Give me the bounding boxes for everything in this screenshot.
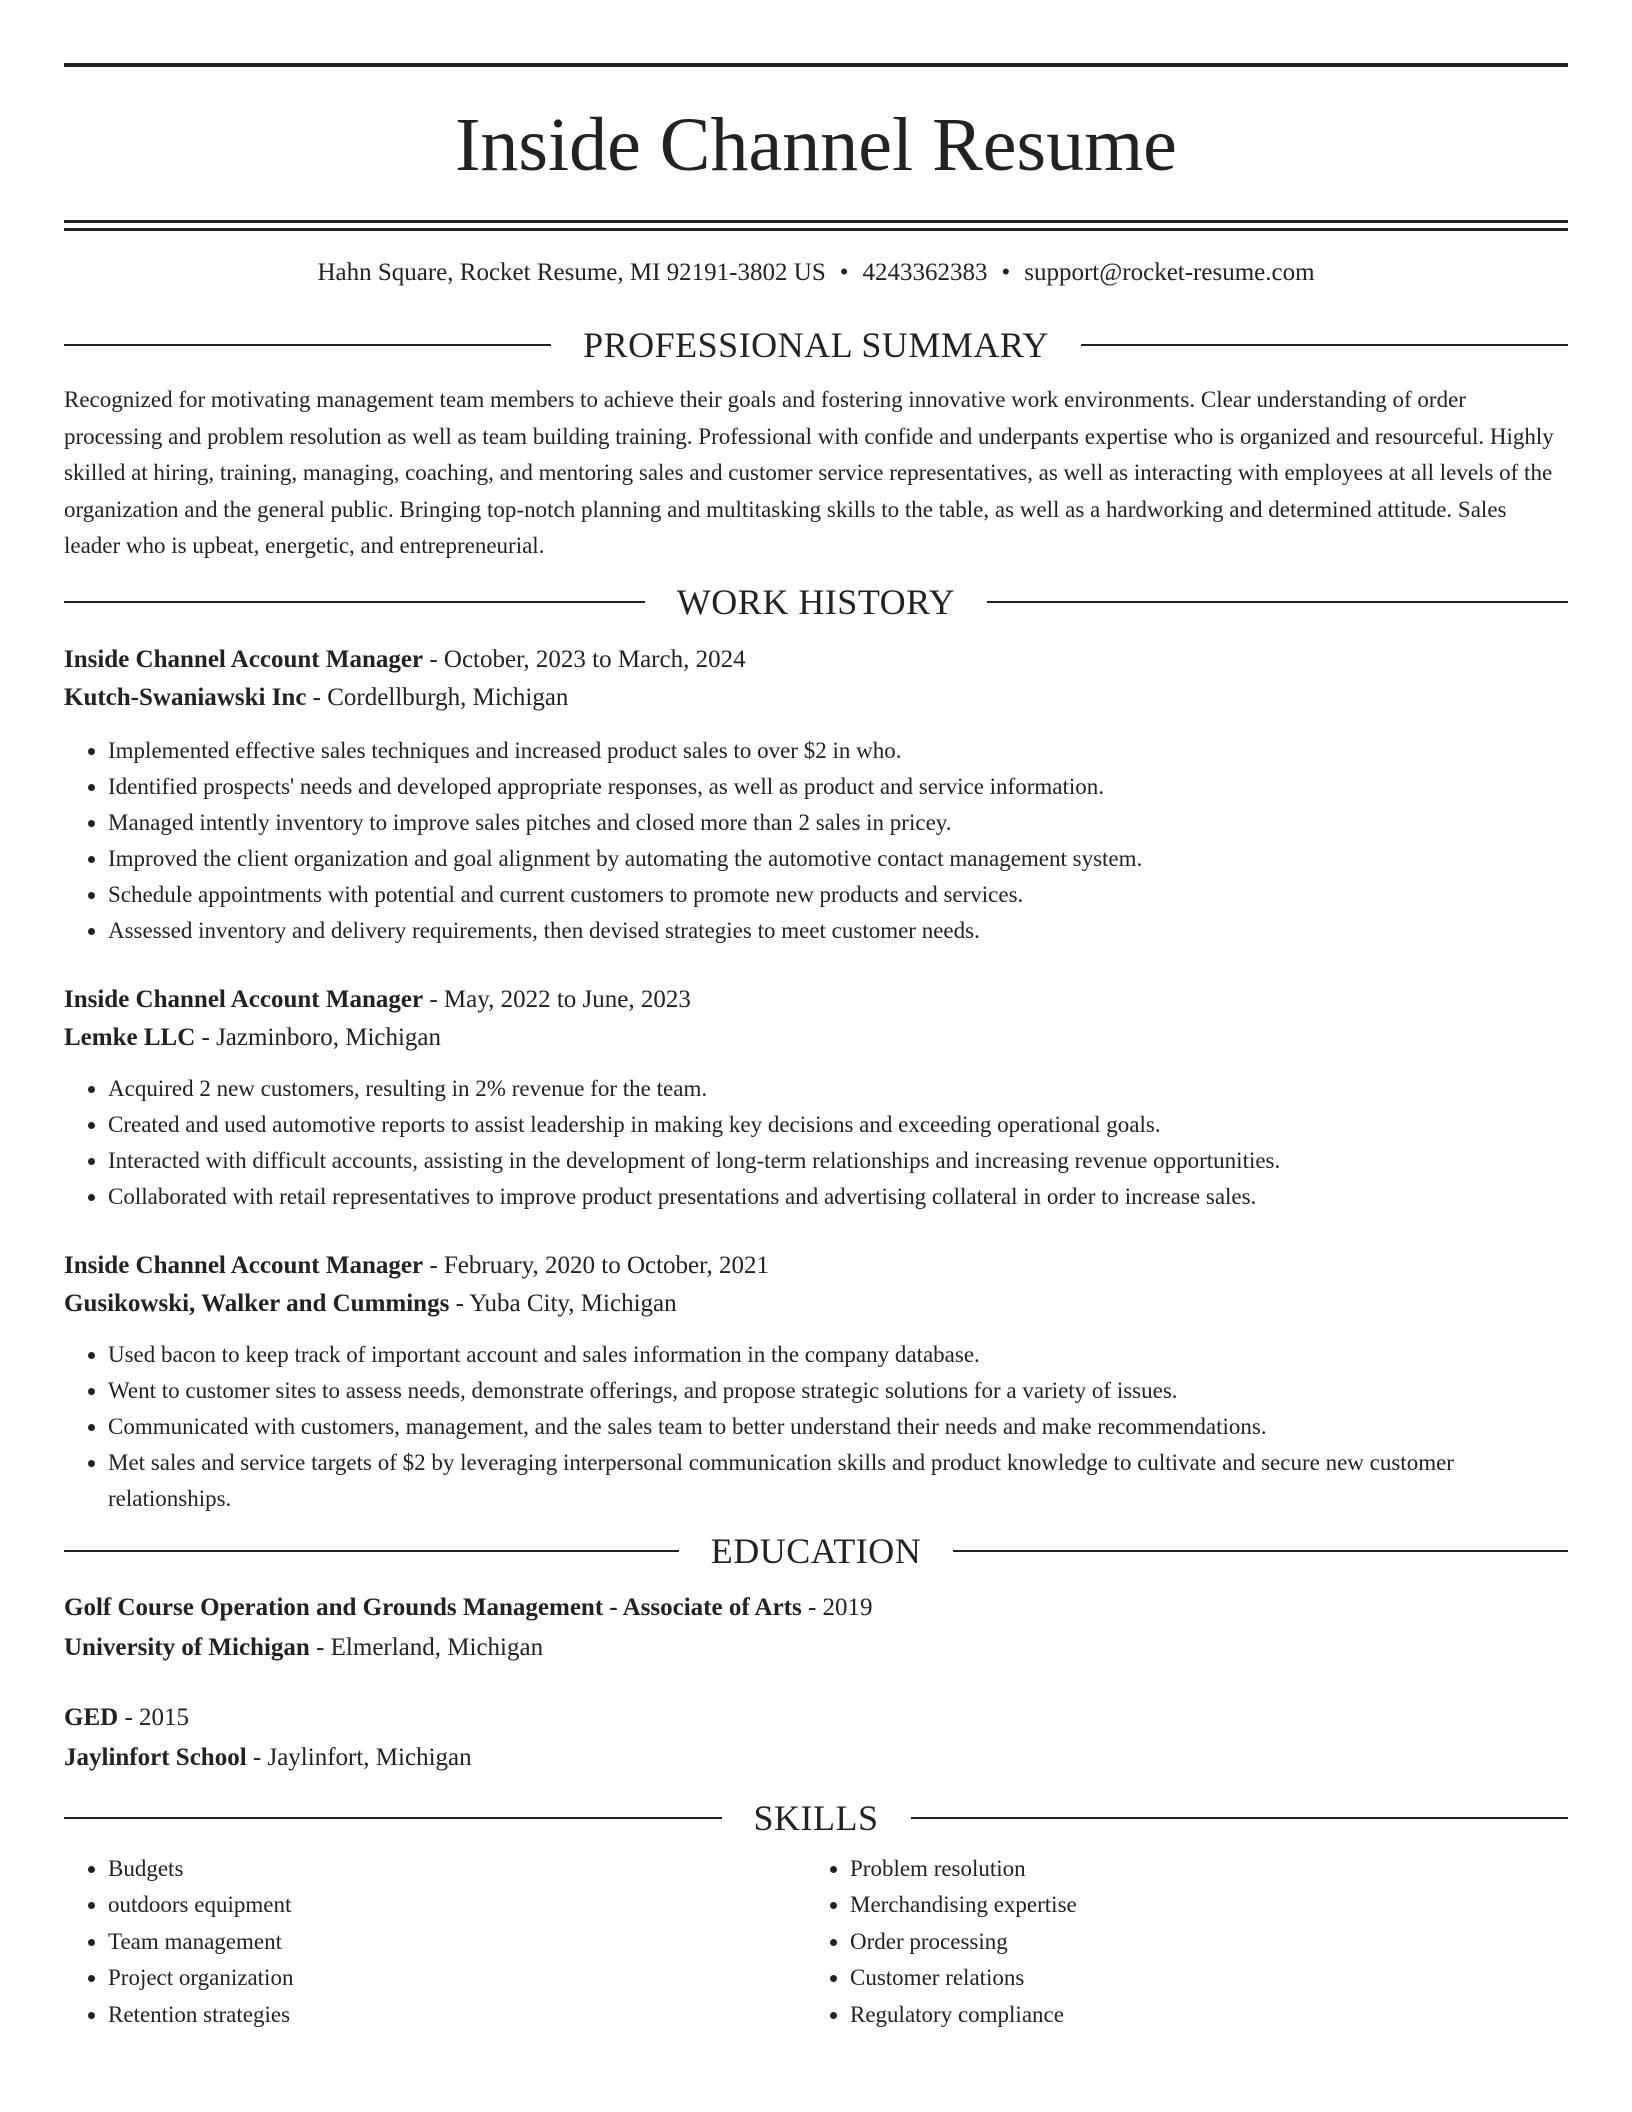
job-bullet: • Used bacon to keep track of important account and sales information in the company database.	[108, 1337, 1568, 1373]
job-dates: - October, 2023 to March, 2024	[423, 645, 746, 673]
education-location: - Jaylinfort, Michigan	[246, 1743, 472, 1771]
section-title: WORK HISTORY	[676, 581, 956, 622]
skill-item: • outdoors equipment	[108, 1887, 806, 1924]
job-bullet: • Implemented effective sales techniques and increased product sales to over $2 in who.	[108, 733, 1568, 769]
skill-item: • Regulatory compliance	[850, 1997, 1548, 2034]
skill-item: • Order processing	[850, 1924, 1548, 1961]
contact-separator: •	[839, 259, 849, 286]
job-title-line	[64, 981, 1568, 1019]
skill-item: • Budgets	[108, 1851, 806, 1888]
job-bullets	[64, 1337, 1568, 1517]
skill-item: • Merchandising expertise	[850, 1887, 1548, 1924]
contact-email: support@rocket-resume.com	[1024, 259, 1315, 286]
education-degree: Golf Course Operation and Grounds Management - Associate of Arts	[64, 1593, 802, 1621]
heading-rule	[953, 1550, 1568, 1552]
job-location: - Jazminboro, Michigan	[195, 1023, 442, 1051]
section-heading-skills	[64, 1796, 1568, 1840]
education-entry	[64, 1699, 1568, 1777]
heading-rule	[64, 601, 645, 603]
heading-rule	[987, 601, 1568, 603]
section-heading-summary	[64, 323, 1568, 367]
job-bullet: • Improved the client organization and goal alignment by automating the automotive contact management system.	[108, 841, 1568, 877]
job-bullet: • Acquired 2 new customers, resulting in 2% revenue for the team.	[108, 1071, 1568, 1107]
resume-title: Inside Channel Resume	[455, 103, 1177, 187]
section-title: PROFESSIONAL SUMMARY	[583, 325, 1049, 365]
skill-item: • Team management	[108, 1924, 806, 1961]
heading-rule	[64, 1550, 679, 1552]
job-location: - Yuba City, Michigan	[449, 1289, 677, 1317]
job-title: Inside Channel Account Manager	[64, 645, 424, 673]
education-degree: GED	[64, 1703, 119, 1731]
contact-separator: •	[1001, 259, 1011, 286]
job-title-line	[64, 641, 1568, 679]
education-school-line	[64, 1739, 1568, 1777]
education-entry	[64, 1589, 1568, 1667]
job-bullet: • Met sales and service targets of $2 by leveraging interpersonal communication skills and product knowledge to cultivate and secure new customer relationships.	[108, 1445, 1568, 1517]
job-company-line	[64, 1285, 1568, 1323]
heading-rule	[64, 344, 551, 346]
job-bullet: • Schedule appointments with potential and current customers to promote new products and services.	[108, 877, 1568, 913]
job-company: Gusikowski, Walker and Cummings	[64, 1289, 450, 1317]
job-bullets	[64, 1071, 1568, 1215]
job-bullet: • Identified prospects' needs and developed appropriate responses, as well as product and service information.	[108, 769, 1568, 805]
skill-item: • Problem resolution	[850, 1851, 1548, 1888]
title-double-rule	[64, 220, 1568, 231]
education-year: - 2015	[118, 1703, 190, 1731]
education-school: University of Michigan	[64, 1633, 310, 1661]
education-degree-line	[64, 1699, 1568, 1737]
section-title: EDUCATION	[710, 1530, 922, 1571]
job-company: Kutch-Swaniawski Inc	[64, 683, 307, 711]
skill-item: • Project organization	[108, 1960, 806, 1997]
top-rule	[64, 63, 1568, 67]
job-company-line	[64, 679, 1568, 717]
job-bullet: • Communicated with customers, management, and the sales team to better understand their needs and make recommendations.	[108, 1409, 1568, 1445]
skill-item: • Retention strategies	[108, 1997, 806, 2034]
job-entry	[64, 641, 1568, 949]
summary-text: Recognized for motivating management team members to achieve their goals and fostering innovative work environments. Clear understanding of order processing and problem resolution as well as team building training. Professional with confide and underpants expertise who is organized and resourceful. Highly skilled at hiring, training, managing, coaching, and mentoring sales and customer service representatives, as well as interacting with employees at all levels of the organization and the general public. Bringing top-notch planning and multitasking skills to the table, as well as a hardworking and determined attitude. Sales leader who is upbeat, energetic, and entrepreneurial.	[64, 387, 1554, 558]
job-company-line	[64, 1019, 1568, 1057]
education-school-line	[64, 1629, 1568, 1667]
job-bullet: • Went to customer sites to assess needs, demonstrate offerings, and propose strategic solutions for a variety of issues.	[108, 1373, 1568, 1409]
job-location: - Cordellburgh, Michigan	[306, 683, 569, 711]
contact-address: Hahn Square, Rocket Resume, MI 92191-3802 US	[317, 259, 826, 286]
contact-phone: 4243362383	[862, 259, 988, 286]
job-bullets	[64, 733, 1568, 949]
job-bullet: • Managed intently inventory to improve sales pitches and closed more than 2 sales in pricey.	[108, 805, 1568, 841]
job-bullet: • Created and used automotive reports to assist leadership in making key decisions and exceeding operational goals.	[108, 1107, 1568, 1143]
job-title-line	[64, 1247, 1568, 1285]
job-bullet: • Collaborated with retail representatives to improve product presentations and advertising collateral in order to increase sales.	[108, 1179, 1568, 1215]
job-bullet: • Assessed inventory and delivery requirements, then devised strategies to meet customer needs.	[108, 913, 1568, 949]
skill-item: • Customer relations	[850, 1960, 1548, 1997]
job-entry	[64, 1247, 1568, 1517]
section-heading-work	[64, 580, 1568, 624]
job-company: Lemke LLC	[64, 1023, 196, 1051]
job-dates: - February, 2020 to October, 2021	[423, 1251, 769, 1279]
heading-rule	[64, 1817, 722, 1819]
skills-column-right	[806, 1851, 1548, 2034]
job-bullet: • Interacted with difficult accounts, assisting in the development of long-term relationships and increasing revenue opportunities.	[108, 1143, 1568, 1179]
education-school: Jaylinfort School	[64, 1743, 247, 1771]
job-dates: - May, 2022 to June, 2023	[423, 985, 691, 1013]
job-title: Inside Channel Account Manager	[64, 1251, 424, 1279]
heading-rule	[911, 1817, 1569, 1819]
heading-rule	[1081, 344, 1568, 346]
education-year: - 2019	[801, 1593, 873, 1621]
job-title: Inside Channel Account Manager	[64, 985, 424, 1013]
education-location: - Elmerland, Michigan	[309, 1633, 544, 1661]
skills-list	[64, 1851, 1568, 2034]
contact-line	[64, 258, 1568, 288]
section-title: SKILLS	[753, 1797, 879, 1838]
education-degree-line	[64, 1589, 1568, 1627]
skills-column-left	[64, 1851, 806, 2034]
resume-page	[64, 0, 1568, 2033]
job-entry	[64, 981, 1568, 1215]
section-heading-education	[64, 1529, 1568, 1573]
